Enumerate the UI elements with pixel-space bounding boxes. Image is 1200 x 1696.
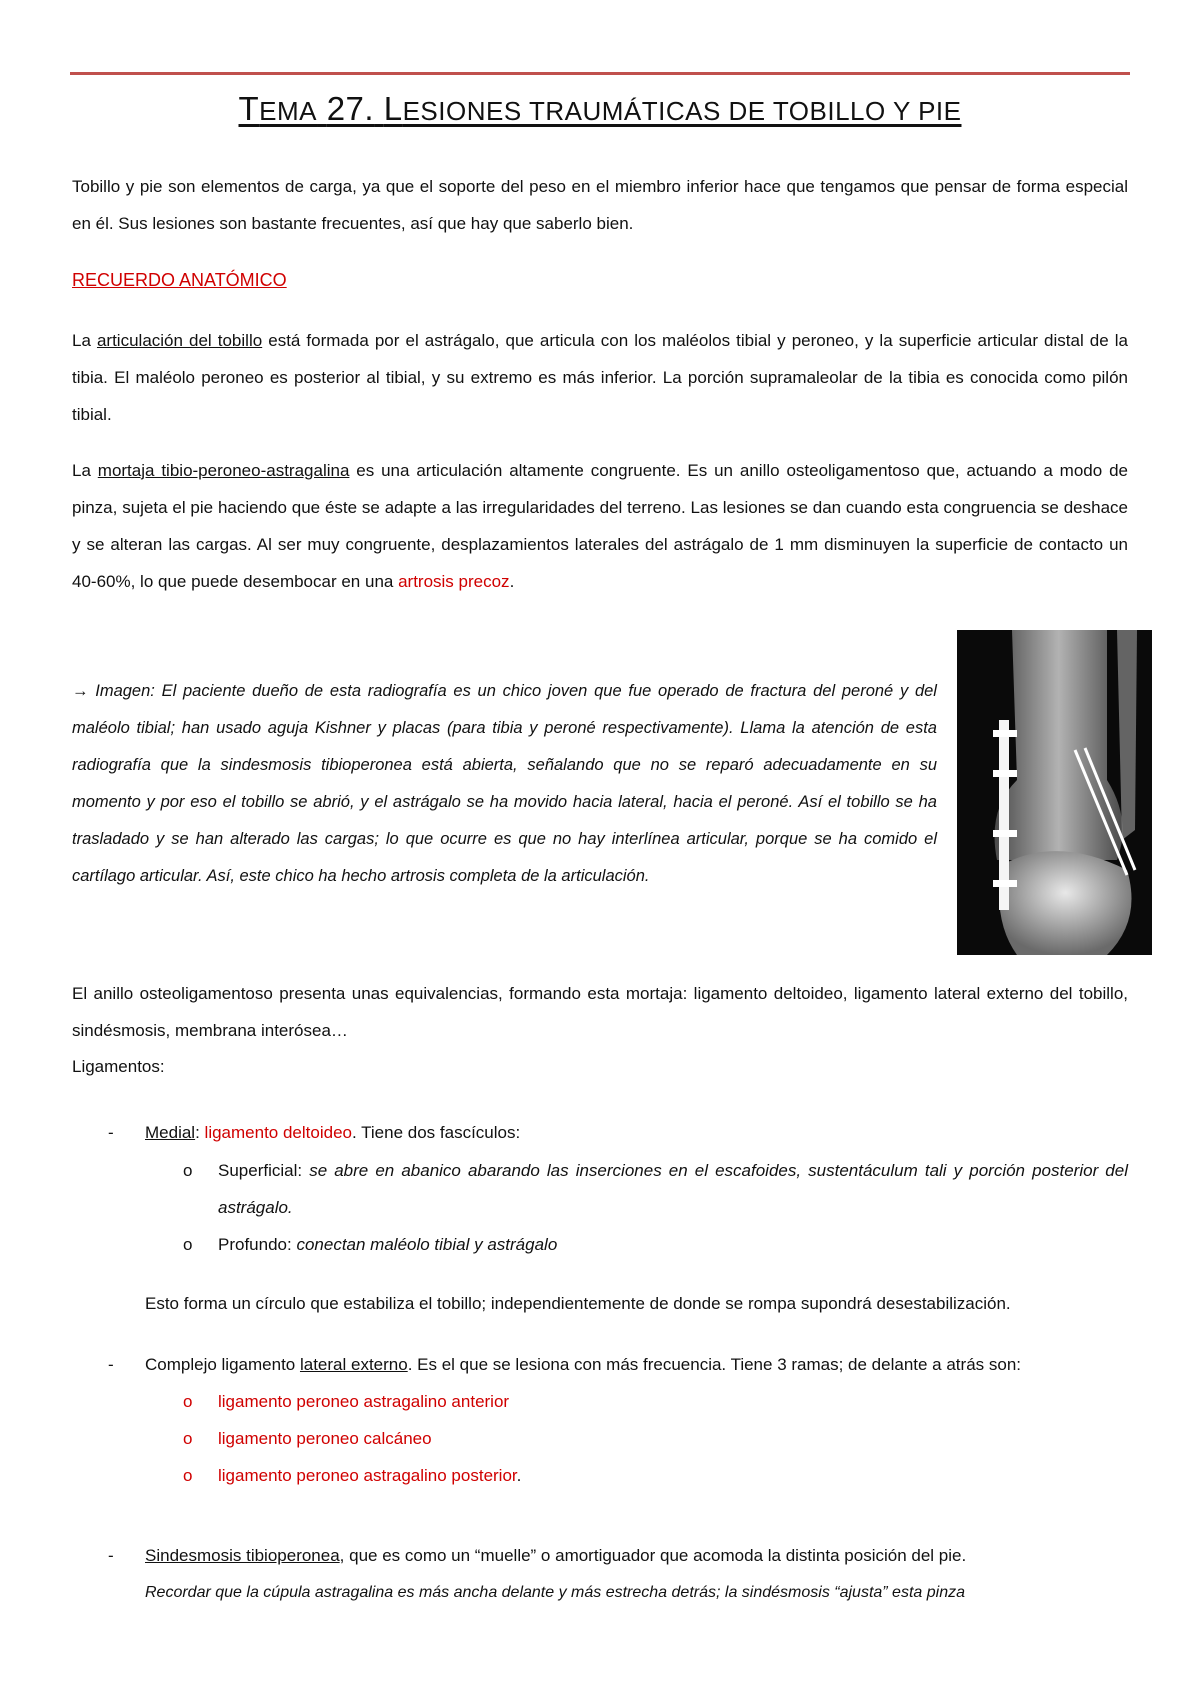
bullet-dash: - <box>108 1546 114 1565</box>
bullet-circle: o <box>183 1429 193 1448</box>
paragraph-ring-equivalences: El anillo osteoligamentoso presenta unas equivalencias, formando esta mortaja: ligamento deltoideo, ligamento lateral externo del tobillo, sindésmosis, membrana interósea… <box>72 984 1128 1040</box>
bullet-circle: o <box>183 1161 193 1180</box>
medial-item: Medial: ligamento deltoideo. Tiene dos fascículos: <box>145 1123 521 1142</box>
section-heading: RECUERDO ANATÓMICO <box>72 270 287 290</box>
bullet-circle: o <box>183 1466 193 1485</box>
top-rule <box>70 72 1130 75</box>
page-title: TEMA 27. LESIONES TRAUMÁTICAS DE TOBILLO Y PIE <box>238 90 962 127</box>
lateral-branch-anterior: ligamento peroneo astragalino anterior <box>218 1392 510 1411</box>
profundo-item: Profundo: conectan maléolo tibial y astrágalo <box>218 1235 558 1254</box>
lateral-item: Complejo ligamento lateral externo. Es el que se lesiona con más frecuencia. Tiene 3 ramas; de delante a atrás son: <box>145 1355 1021 1374</box>
lateral-branch-posterior: ligamento peroneo astragalino posterior. <box>218 1466 522 1485</box>
sindesmosis-item: Sindesmosis tibioperonea, que es como un “muelle” o amortiguador que acomoda la distinta posición del pie. Recordar que la cúpula astragalina es más ancha delante y más estrecha detrás; la sindésmosis “ajusta” esta pinza <box>145 1546 967 1601</box>
ligamentos-label: Ligamentos: <box>72 1057 165 1076</box>
paragraph-ankle-joint: La articulación del tobillo está formada por el astrágalo, que articula con los maléolos tibial y peroneo, y la superficie articular distal de la tibia. El maléolo peroneo es posterior al tibial, y su extremo es más inferior. La porción supramaleolar de la tibia es conocida como pilón tibial. <box>72 331 1128 424</box>
bullet-circle: o <box>183 1235 193 1254</box>
superficial-item: Superficial: se abre en abanico abarando las inserciones en el escafoides, sustentáculum tali y porción posterior del astrágalo. <box>218 1161 1128 1217</box>
ankle-xray-image <box>957 630 1152 955</box>
lateral-branch-calcaneo: ligamento peroneo calcáneo <box>218 1429 432 1448</box>
intro-paragraph: Tobillo y pie son elementos de carga, ya que el soporte del peso en el miembro inferior hace que tengamos que pensar de forma especial en él. Sus lesiones son bastante frecuentes, así que hay que saberlo bien. <box>72 177 1128 233</box>
bullet-dash: - <box>108 1355 114 1374</box>
image-note: → Imagen: El paciente dueño de esta radiografía es un chico joven que fue operado de fractura del peroné y del maléolo tibial; han usado aguja Kishner y placas (para tibia y peroné respectivamente). Llama la atención de esta radiografía que la sindesmosis tibioperonea está abierta, señalando que no se reparó adecuadamente en su momento y por eso el tobillo se abrió, y el astrágalo se ha movido hacia lateral, hacia el peroné. Así el tobillo se ha trasladado y se han alterado las cargas; lo que ocurre es que no hay interlínea articular, porque se ha comido el cartílago articular. Así, este chico ha hecho artrosis completa de la articulación. <box>72 682 937 885</box>
bullet-dash: - <box>108 1123 114 1142</box>
bullet-circle: o <box>183 1392 193 1411</box>
paragraph-mortise: La mortaja tibio-peroneo-astragalina es una articulación altamente congruente. Es un anillo osteoligamentoso que, actuando a modo de pinza, sujeta el pie haciendo que éste se adapte a las irregularidades del terreno. Las lesiones se dan cuando esta congruencia se deshace y se alteran las cargas. Al ser muy congruente, desplazamientos laterales del astrágalo de 1 mm disminuyen la superficie de contacto un 40-60%, lo que puede desembocar en una artrosis precoz. <box>72 461 1128 591</box>
medial-note: Esto forma un círculo que estabiliza el tobillo; independientemente de donde se rompa supondrá desestabilización. <box>145 1294 1011 1313</box>
